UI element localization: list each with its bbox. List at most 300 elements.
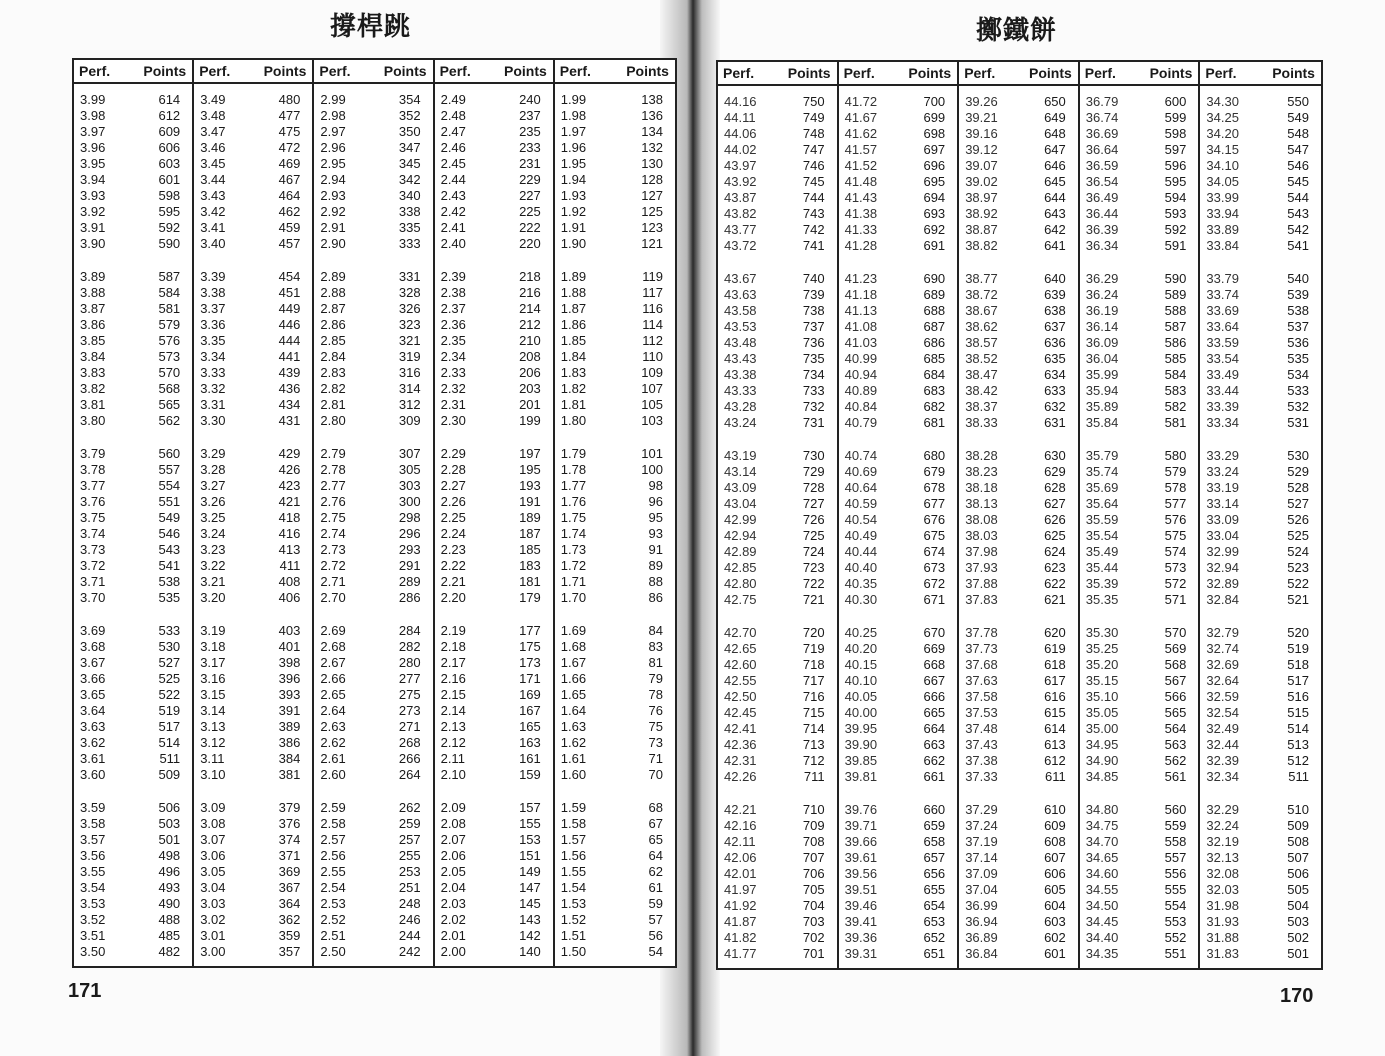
points-value: 477 xyxy=(278,108,301,123)
perf-value: 1.73 xyxy=(560,542,587,557)
row-group xyxy=(1080,448,1199,608)
points-value: 62 xyxy=(648,864,663,879)
table-row xyxy=(839,753,958,769)
points-value: 678 xyxy=(923,480,946,495)
points-value: 165 xyxy=(519,719,541,734)
right-page-number: 170 xyxy=(1280,985,1314,1007)
table-row xyxy=(74,446,192,462)
perf-value: 34.70 xyxy=(1085,834,1119,849)
table-row xyxy=(435,204,553,220)
table-row xyxy=(194,269,312,285)
points-value: 86 xyxy=(648,590,663,605)
points-value: 652 xyxy=(923,930,946,945)
table-row xyxy=(74,510,192,526)
table-row xyxy=(1200,673,1321,689)
table-column xyxy=(314,60,434,966)
points-value: 89 xyxy=(648,558,663,573)
table-row xyxy=(839,818,958,834)
points-value: 735 xyxy=(802,351,825,366)
points-value: 590 xyxy=(158,236,181,251)
perf-value: 34.20 xyxy=(1206,126,1239,141)
points-value: 309 xyxy=(398,413,421,428)
perf-value: 3.58 xyxy=(80,816,106,831)
perf-value: 3.29 xyxy=(200,446,226,461)
column-header xyxy=(1200,62,1321,86)
points-value: 153 xyxy=(519,832,541,847)
table-row xyxy=(839,367,958,383)
perf-value: 39.66 xyxy=(844,834,878,849)
table-row xyxy=(1080,737,1199,753)
perf-value: 32.29 xyxy=(1206,802,1239,817)
table-row xyxy=(718,335,837,351)
table-row xyxy=(435,317,553,333)
perf-value: 2.56 xyxy=(320,848,346,863)
table-row xyxy=(718,399,837,415)
table-row xyxy=(839,415,958,431)
perf-value: 1.84 xyxy=(560,349,587,364)
table-row xyxy=(435,172,553,188)
perf-value: 38.77 xyxy=(965,271,998,286)
points-value: 719 xyxy=(802,641,825,656)
table-row xyxy=(1200,448,1321,464)
points-value: 359 xyxy=(278,928,301,943)
points-value: 391 xyxy=(278,703,301,718)
points-value: 331 xyxy=(398,269,421,284)
perf-value: 40.44 xyxy=(844,544,878,559)
table-row xyxy=(74,703,192,719)
table-row xyxy=(314,880,432,896)
points-value: 65 xyxy=(648,832,663,847)
points-value: 312 xyxy=(398,397,421,412)
perf-value: 37.73 xyxy=(965,641,998,656)
table-row xyxy=(959,818,1078,834)
points-value: 587 xyxy=(1164,319,1187,334)
table-row xyxy=(74,204,192,220)
perf-value: 2.37 xyxy=(440,301,466,316)
table-row xyxy=(839,496,958,512)
table-row xyxy=(1200,351,1321,367)
table-row xyxy=(839,480,958,496)
table-row xyxy=(718,94,837,110)
row-group xyxy=(959,448,1078,608)
perf-value: 2.79 xyxy=(320,446,346,461)
row-group xyxy=(435,92,553,252)
table-row xyxy=(555,687,675,703)
table-row xyxy=(718,528,837,544)
table-row xyxy=(435,140,553,156)
perf-value: 2.34 xyxy=(440,349,466,364)
table-row xyxy=(1200,496,1321,512)
perf-value: 44.02 xyxy=(724,142,757,157)
perf-value: 1.89 xyxy=(560,269,587,284)
perf-header: Perf. xyxy=(559,63,591,79)
points-value: 615 xyxy=(1044,705,1066,720)
perf-value: 2.65 xyxy=(320,687,346,702)
points-value: 125 xyxy=(641,204,663,219)
points-value: 525 xyxy=(158,671,181,686)
perf-value: 33.29 xyxy=(1206,448,1239,463)
table-row xyxy=(718,464,837,480)
table-row xyxy=(1200,914,1321,930)
perf-value: 37.68 xyxy=(965,657,998,672)
points-value: 163 xyxy=(519,735,541,750)
points-value: 654 xyxy=(923,898,946,913)
perf-value: 43.77 xyxy=(724,222,757,237)
points-header: Points xyxy=(1272,65,1315,81)
perf-value: 43.92 xyxy=(724,174,757,189)
table-row xyxy=(959,238,1078,254)
table-row xyxy=(718,592,837,608)
perf-value: 40.84 xyxy=(844,399,878,414)
points-value: 161 xyxy=(519,751,541,766)
points-value: 596 xyxy=(1164,158,1187,173)
perf-value: 42.01 xyxy=(724,866,757,881)
table-row xyxy=(1080,480,1199,496)
perf-value: 37.14 xyxy=(965,850,998,865)
perf-value: 42.85 xyxy=(724,560,757,575)
perf-value: 3.36 xyxy=(200,317,226,332)
table-row xyxy=(959,866,1078,882)
table-row xyxy=(718,287,837,303)
perf-value: 33.89 xyxy=(1206,222,1239,237)
perf-value: 3.85 xyxy=(80,333,106,348)
table-row xyxy=(435,413,553,429)
table-row xyxy=(314,365,432,381)
points-value: 531 xyxy=(1287,415,1309,430)
perf-value: 33.74 xyxy=(1206,287,1239,302)
table-row xyxy=(959,898,1078,914)
perf-value: 1.62 xyxy=(560,735,587,750)
table-row xyxy=(314,558,432,574)
row-group xyxy=(194,446,312,606)
perf-value: 3.94 xyxy=(80,172,106,187)
table-row xyxy=(74,365,192,381)
perf-value: 2.38 xyxy=(440,285,466,300)
points-value: 540 xyxy=(1287,271,1309,286)
points-value: 610 xyxy=(1044,802,1066,817)
table-row xyxy=(1200,367,1321,383)
row-group xyxy=(435,623,553,783)
points-value: 514 xyxy=(158,735,181,750)
column-header xyxy=(839,62,958,86)
table-row xyxy=(74,719,192,735)
points-value: 535 xyxy=(158,590,181,605)
points-value: 711 xyxy=(803,769,825,784)
perf-value: 2.75 xyxy=(320,510,346,525)
perf-value: 43.04 xyxy=(724,496,757,511)
table-row xyxy=(74,735,192,751)
points-value: 612 xyxy=(1044,753,1066,768)
points-value: 266 xyxy=(398,751,421,766)
points-header: Points xyxy=(143,63,187,79)
row-group xyxy=(718,94,837,254)
table-row xyxy=(839,930,958,946)
perf-value: 3.49 xyxy=(200,92,226,107)
table-row xyxy=(1200,238,1321,254)
perf-value: 2.47 xyxy=(440,124,466,139)
points-value: 546 xyxy=(158,526,181,541)
table-row xyxy=(959,657,1078,673)
perf-value: 2.02 xyxy=(440,912,466,927)
points-value: 521 xyxy=(1287,592,1309,607)
perf-value: 35.74 xyxy=(1085,464,1119,479)
perf-value: 35.35 xyxy=(1085,592,1119,607)
table-row xyxy=(718,834,837,850)
table-row xyxy=(1200,802,1321,818)
table-row xyxy=(839,448,958,464)
perf-value: 41.33 xyxy=(844,222,878,237)
table-row xyxy=(839,737,958,753)
perf-value: 40.35 xyxy=(844,576,878,591)
row-group xyxy=(1080,271,1199,431)
row-group xyxy=(555,269,675,429)
table-row xyxy=(959,834,1078,850)
perf-value: 43.19 xyxy=(724,448,757,463)
points-value: 643 xyxy=(1044,206,1066,221)
column-header xyxy=(194,60,312,84)
table-column xyxy=(555,60,675,966)
table-row xyxy=(74,156,192,172)
perf-value: 1.93 xyxy=(560,188,587,203)
points-value: 203 xyxy=(519,381,541,396)
perf-value: 41.87 xyxy=(724,914,757,929)
table-row xyxy=(194,478,312,494)
perf-value: 2.15 xyxy=(440,687,466,702)
table-row xyxy=(718,689,837,705)
table-row xyxy=(194,317,312,333)
table-row xyxy=(435,188,553,204)
perf-value: 3.16 xyxy=(200,671,226,686)
points-value: 446 xyxy=(278,317,301,332)
points-value: 103 xyxy=(641,413,663,428)
points-value: 151 xyxy=(519,848,541,863)
perf-value: 39.41 xyxy=(844,914,878,929)
table-row xyxy=(435,832,553,848)
row-group xyxy=(314,269,432,429)
table-row xyxy=(555,365,675,381)
row-group xyxy=(194,800,312,960)
table-row xyxy=(194,526,312,542)
row-group xyxy=(435,269,553,429)
points-value: 709 xyxy=(802,818,825,833)
perf-value: 32.74 xyxy=(1206,641,1239,656)
table-row xyxy=(718,914,837,930)
perf-value: 2.24 xyxy=(440,526,466,541)
perf-value: 36.44 xyxy=(1085,206,1119,221)
points-value: 96 xyxy=(648,494,663,509)
points-value: 314 xyxy=(398,381,421,396)
pole-vault-scoring-table xyxy=(72,58,677,968)
points-value: 227 xyxy=(519,188,541,203)
perf-value: 3.51 xyxy=(80,928,106,943)
table-row xyxy=(1080,560,1199,576)
perf-value: 2.91 xyxy=(320,220,346,235)
points-value: 206 xyxy=(519,365,541,380)
perf-value: 3.39 xyxy=(200,269,226,284)
table-row xyxy=(718,158,837,174)
perf-value: 43.48 xyxy=(724,335,757,350)
perf-value: 2.01 xyxy=(440,928,466,943)
points-value: 187 xyxy=(519,526,541,541)
points-value: 600 xyxy=(1164,94,1187,109)
table-row xyxy=(74,639,192,655)
perf-value: 2.32 xyxy=(440,381,466,396)
points-value: 667 xyxy=(923,673,946,688)
perf-value: 41.67 xyxy=(844,110,878,125)
points-value: 514 xyxy=(1287,721,1309,736)
row-group xyxy=(839,271,958,431)
table-row xyxy=(1200,721,1321,737)
table-row xyxy=(314,381,432,397)
table-row xyxy=(1080,222,1199,238)
points-value: 685 xyxy=(923,351,946,366)
left-page-number: 171 xyxy=(68,980,102,1002)
perf-value: 3.43 xyxy=(200,188,226,203)
column-header xyxy=(1080,62,1199,86)
perf-value: 43.97 xyxy=(724,158,757,173)
points-value: 704 xyxy=(802,898,825,913)
points-value: 574 xyxy=(1164,544,1187,559)
table-row xyxy=(959,528,1078,544)
points-value: 83 xyxy=(648,639,663,654)
perf-value: 37.48 xyxy=(965,721,998,736)
points-value: 511 xyxy=(1288,769,1309,784)
points-value: 655 xyxy=(923,882,946,897)
points-value: 93 xyxy=(648,526,663,541)
perf-value: 2.93 xyxy=(320,188,346,203)
points-value: 536 xyxy=(1287,335,1309,350)
table-row xyxy=(314,751,432,767)
points-value: 508 xyxy=(1287,834,1309,849)
points-value: 583 xyxy=(1164,383,1187,398)
table-row xyxy=(314,864,432,880)
table-row xyxy=(435,269,553,285)
perf-value: 40.69 xyxy=(844,464,878,479)
perf-value: 34.15 xyxy=(1206,142,1239,157)
perf-value: 1.97 xyxy=(560,124,587,139)
perf-value: 32.13 xyxy=(1206,850,1239,865)
perf-value: 2.26 xyxy=(440,494,466,509)
points-value: 231 xyxy=(519,156,541,171)
points-value: 570 xyxy=(158,365,181,380)
points-value: 136 xyxy=(641,108,663,123)
perf-value: 2.66 xyxy=(320,671,346,686)
perf-value: 40.05 xyxy=(844,689,878,704)
points-value: 79 xyxy=(648,671,663,686)
table-row xyxy=(839,802,958,818)
table-row xyxy=(74,558,192,574)
table-row xyxy=(718,560,837,576)
perf-value: 38.03 xyxy=(965,528,998,543)
table-row xyxy=(1200,544,1321,560)
points-value: 534 xyxy=(1287,367,1309,382)
perf-value: 38.33 xyxy=(965,415,998,430)
points-value: 668 xyxy=(923,657,946,672)
table-row xyxy=(555,671,675,687)
points-value: 506 xyxy=(1287,866,1309,881)
table-row xyxy=(555,285,675,301)
points-value: 592 xyxy=(158,220,181,235)
table-row xyxy=(1200,319,1321,335)
perf-value: 2.77 xyxy=(320,478,346,493)
table-row xyxy=(1200,303,1321,319)
perf-value: 34.85 xyxy=(1085,769,1119,784)
perf-value: 3.97 xyxy=(80,124,106,139)
table-row xyxy=(435,558,553,574)
points-value: 568 xyxy=(158,381,181,396)
perf-value: 33.79 xyxy=(1206,271,1239,286)
perf-value: 40.40 xyxy=(844,560,878,575)
perf-value: 38.37 xyxy=(965,399,998,414)
table-row xyxy=(1200,753,1321,769)
perf-value: 35.99 xyxy=(1085,367,1119,382)
points-value: 576 xyxy=(1164,512,1187,527)
points-value: 659 xyxy=(923,818,946,833)
points-value: 296 xyxy=(398,526,421,541)
perf-value: 38.23 xyxy=(965,464,998,479)
table-row xyxy=(435,285,553,301)
perf-value: 39.56 xyxy=(844,866,878,881)
table-row xyxy=(314,172,432,188)
points-value: 273 xyxy=(398,703,421,718)
perf-value: 2.41 xyxy=(440,220,466,235)
table-row xyxy=(555,928,675,944)
row-group xyxy=(435,800,553,960)
points-header: Points xyxy=(1028,65,1072,81)
perf-value: 35.59 xyxy=(1085,512,1119,527)
points-value: 316 xyxy=(398,365,421,380)
points-value: 505 xyxy=(1287,882,1309,897)
points-value: 598 xyxy=(158,188,181,203)
points-value: 675 xyxy=(923,528,946,543)
points-value: 464 xyxy=(278,188,301,203)
table-row xyxy=(718,818,837,834)
points-value: 592 xyxy=(1164,222,1187,237)
table-row xyxy=(555,655,675,671)
row-group xyxy=(1200,271,1321,431)
perf-value: 2.58 xyxy=(320,816,346,831)
perf-value: 33.69 xyxy=(1206,303,1239,318)
perf-value: 35.15 xyxy=(1085,673,1119,688)
perf-value: 35.25 xyxy=(1085,641,1119,656)
points-value: 689 xyxy=(923,287,946,302)
table-column xyxy=(435,60,555,966)
row-group xyxy=(1200,802,1321,962)
table-row xyxy=(435,478,553,494)
points-value: 601 xyxy=(1044,946,1066,961)
points-value: 114 xyxy=(642,317,663,332)
points-value: 237 xyxy=(519,108,541,123)
points-value: 698 xyxy=(923,126,946,141)
table-row xyxy=(1080,769,1199,785)
points-value: 95 xyxy=(648,510,663,525)
points-value: 581 xyxy=(158,301,181,316)
points-value: 717 xyxy=(802,673,825,688)
points-value: 357 xyxy=(278,944,301,959)
table-row xyxy=(839,657,958,673)
perf-value: 31.98 xyxy=(1206,898,1239,913)
table-row xyxy=(314,494,432,510)
perf-value: 32.49 xyxy=(1206,721,1239,736)
table-row xyxy=(314,574,432,590)
perf-value: 33.54 xyxy=(1206,351,1239,366)
table-row xyxy=(435,446,553,462)
table-row xyxy=(194,381,312,397)
points-value: 611 xyxy=(1045,769,1066,784)
perf-value: 38.28 xyxy=(965,448,998,463)
perf-value: 3.10 xyxy=(200,767,226,782)
perf-value: 2.95 xyxy=(320,156,346,171)
